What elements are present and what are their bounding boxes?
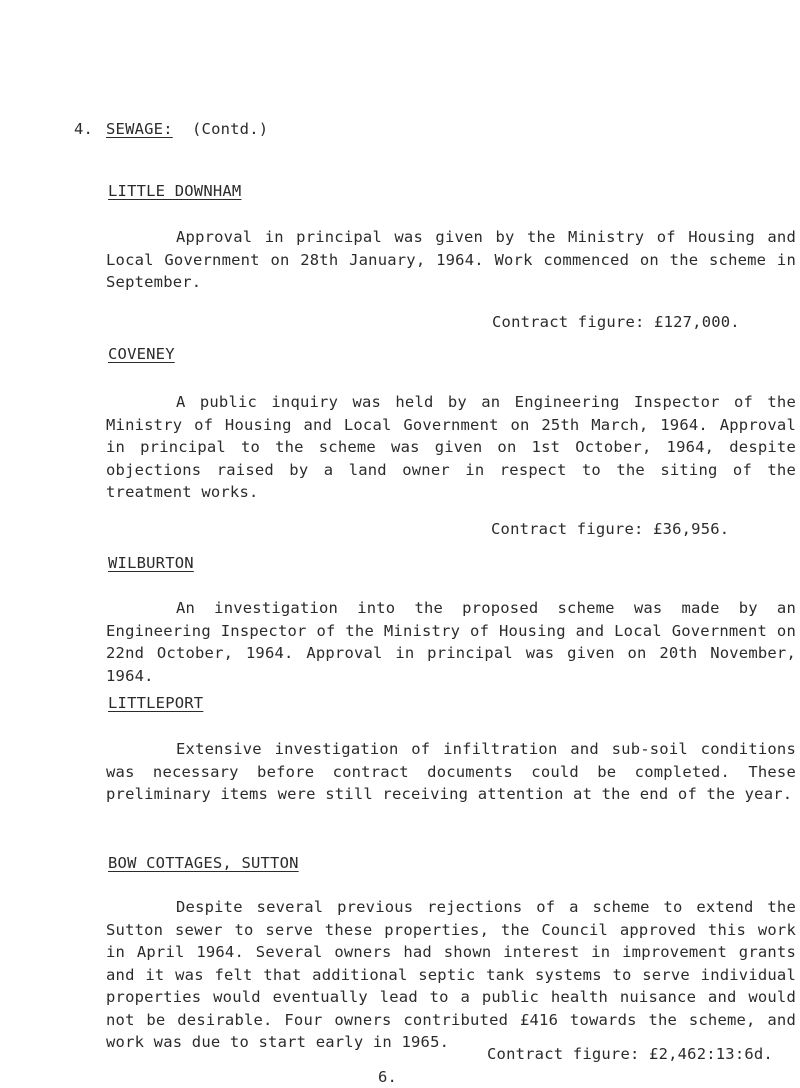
paragraph-coveney: A public inquiry was held by an Engineering Inspector of the Ministry of Housing and Local Government on 25th March, 1964. Approval in principal to the scheme was given on 1st October, 1964, despite objections raised by a land owner in respect to the siting of the treatment works. (106, 393, 796, 501)
section-contd: (Contd.) (192, 120, 269, 138)
heading-little-downham: LITTLE DOWNHAM (108, 182, 242, 200)
paragraph-littleport: Extensive investigation of infiltration and sub-soil conditions was necessary before contract documents could be completed. These preliminary items were still receiving attention at the end of the year. (106, 740, 796, 803)
heading-wilburton: WILBURTON (108, 554, 194, 572)
paragraph-bow-cottages-sutton: Despite several previous rejections of a scheme to extend the Sutton sewer to serve these properties, the Council approved this work in April 1964. Several owners had shown interest in improvement grants and it was felt that additional septic tank systems to serve individual properties would eventually lead to a public health nuisance and would not be desirable. Four owners contributed £416 towards the scheme, and work was due to start early in 1965. (106, 898, 796, 1051)
contract-figure-bow-cottages: Contract figure: £2,462:13:6d. (487, 1045, 773, 1063)
section-number: 4. (74, 120, 94, 138)
contract-figure-coveney: Contract figure: £36,956. (491, 520, 730, 538)
contract-figure-little-downham: Contract figure: £127,000. (492, 313, 740, 331)
heading-bow-cottages-sutton: BOW COTTAGES, SUTTON (108, 854, 299, 872)
heading-coveney: COVENEY (108, 345, 175, 363)
paragraph-little-downham: Approval in principal was given by the Ministry of Housing and Local Government on 28th January, 1964. Work commenced on the scheme in September. (106, 228, 796, 291)
paragraph-wilburton: An investigation into the proposed scheme was made by an Engineering Inspector of the Ministry of Housing and Local Government on 22nd October, 1964. Approval in principal was given on 20th November, 1964. (106, 599, 796, 685)
heading-littleport: LITTLEPORT (108, 694, 204, 712)
page-number: 6. (378, 1068, 398, 1086)
section-title: SEWAGE: (106, 120, 173, 138)
